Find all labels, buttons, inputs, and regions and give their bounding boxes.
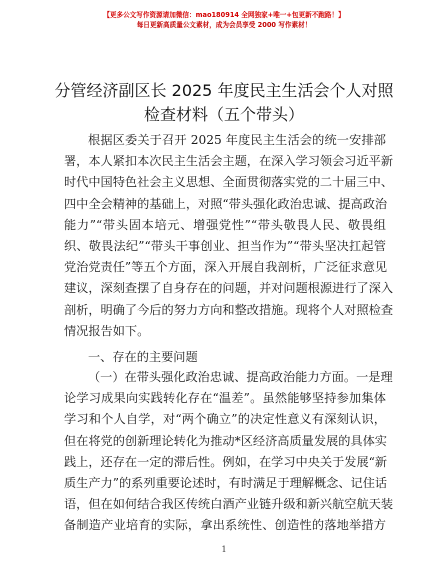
- problems-line: 备制造产业培育的实际，拿出系统性、创造性的落地举措方: [64, 518, 386, 533]
- problems-line: 论学习成果向实践转化存在“温差”。虽然能够坚持参加集体: [64, 391, 386, 406]
- intro-line: 织、敬畏法纪”“带头干事创业、担当作为”“带头坚决扛起管: [64, 238, 386, 253]
- problems-line: 学习和个人自学，对“两个确立”的决定性意义有深刻认识，: [64, 412, 386, 427]
- promo-banner-line1: 【更多公文写作资源请加微信：mao180914 全网独家+唯一+包更新不跑路！】: [103, 11, 345, 19]
- intro-line: 根据区委关于召开 2025 年度民主生活会的统一安排部: [88, 133, 386, 147]
- document-title: [0, 79, 448, 127]
- intro-line: 剖析，明确了今后的努力方向和整改措施。现将个人对照检查: [64, 302, 394, 317]
- promo-banner: [0, 10, 448, 30]
- problems-line: 质生产力”的系列重要论述时，有时满足于理解概念、记住话: [64, 475, 388, 490]
- problems-paragraph: [64, 367, 394, 537]
- intro-line: 党治党责任”等五个方面，深入开展自我剖析，广泛征求意见: [64, 260, 388, 275]
- problems-line: （一）在带头强化政治忠诚、提高政治能力方面。一是理: [88, 370, 393, 384]
- intro-line: 四中全会精神的基础上，对照“带头强化政治忠诚、提高政治: [64, 196, 388, 211]
- problems-line: 语，但在如何结合我区传统白酒产业链升级和新兴航空航天装: [64, 497, 394, 512]
- title-line-1: 分管经济副区长 2025 年度民主生活会个人对照: [54, 81, 394, 100]
- title-line-2: 检查材料（五个带头）: [143, 105, 304, 124]
- intro-line: 能力”“带头固本培元、增强党性”“带头敬畏人民、敬畏组: [64, 217, 386, 232]
- page-number: 1: [221, 545, 227, 554]
- promo-banner-line2: 每日更新高质量公文素材，成为会员享受 2000 写作素材！: [136, 21, 312, 29]
- intro-line: 建议，深刻查摆了自身存在的问题，并对问题根源进行了深入: [64, 281, 394, 296]
- intro-paragraph: [64, 130, 394, 342]
- intro-line: 署，本人紧扣本次民主生活会主题，在深入学习领会习近平新: [64, 154, 394, 169]
- section-heading: 一、存在的主要问题: [88, 350, 198, 364]
- problems-line: 践上，还存在一定的滞后性。例如，在学习中央关于发展“新: [64, 454, 388, 469]
- intro-line: 时代中国特色社会主义思想、全面贯彻落实党的二十届三中、: [64, 175, 394, 190]
- problems-line: 但在将党的创新理论转化为推动*区经济高质量发展的具体实: [64, 433, 387, 448]
- intro-line: 情况报告如下。: [64, 323, 150, 338]
